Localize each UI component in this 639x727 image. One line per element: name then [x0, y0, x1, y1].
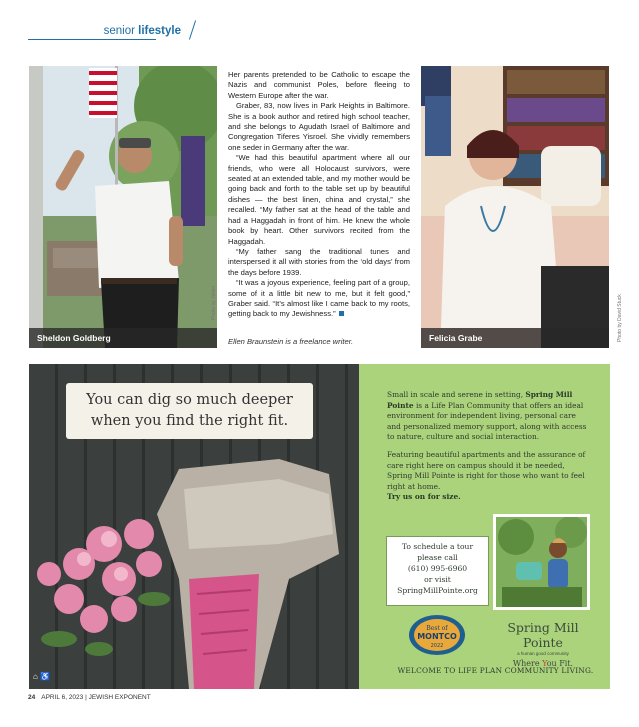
end-mark-icon: [339, 311, 344, 316]
slogan-y: Y: [542, 659, 547, 668]
section-header: [28, 20, 203, 42]
ad-body-2-cta: Try us on for size.: [387, 492, 461, 502]
ad-headline: [66, 383, 313, 439]
brand-tagline: a human good community: [517, 651, 569, 656]
brand-name: Spring Mill Pointe: [507, 620, 579, 650]
ad-body-paragraph-1: [387, 390, 592, 443]
publication-info: APRIL 6, 2023 | JEWISH EXPONENT: [41, 694, 151, 701]
schedule-tour-box: [386, 536, 489, 606]
article-paragraph: “We had this beautiful apartment where all our friends, who were all Holocaust survivors, were seated at an extended table, and my mother would be going back and forth to the table set up by beautiful dishes — the best linen, china and crystal,” she recalled. “My father sat at the head of the table and had a Haggadah in front of him. He knew the whole book by heart. Other survivors recited from the Haggadah.: [228, 153, 410, 246]
best-of-montco-badge-icon: [407, 614, 467, 656]
article-paragraph: “My father sang the traditional tunes and interspersed it all with stories from the ‘old days’ from the days before 1939.: [228, 246, 410, 277]
section-title-light: senior: [103, 25, 139, 37]
photo-left-caption: Sheldon Goldberg: [29, 328, 217, 348]
photo-right-illustration: [421, 66, 609, 348]
photo-felicia-grabe: [421, 66, 609, 348]
ad-bottom-line: WELCOME TO LIFE PLAN COMMUNITY LIVING.: [397, 666, 594, 675]
ad-body-1-pre: Small in scale and serene in setting,: [387, 390, 526, 399]
ad-body-1-post: is a Life Plan Community that offers an ideal environment for independent living, personal care and personalized memory support, along with access to nature, culture and social interaction.: [387, 400, 587, 442]
tour-line-2: please call: [417, 553, 458, 562]
section-title: [104, 25, 181, 37]
badge-year-text: 2022: [430, 643, 444, 649]
badge-top-text: Best of: [426, 625, 448, 632]
photo-left-illustration: [29, 66, 217, 348]
photo-left-credit: Photo by Jallen: [211, 285, 217, 320]
best-of-montco-badge: [407, 614, 467, 656]
ad-body-copy: [387, 390, 592, 510]
spring-mill-pointe-ad: [29, 364, 610, 689]
page-footer: [28, 694, 151, 701]
ad-headline-line-1: You can dig so much deeper: [86, 392, 293, 408]
tour-phone: (610) 995-6960: [407, 564, 468, 573]
article-paragraph-last: [228, 278, 410, 320]
article-paragraph: Her parents pretended to be Catholic to escape the Nazis and communist Poles, before fleeing to Western Europe after the war.: [228, 70, 410, 100]
photo-sheldon-goldberg: [29, 66, 217, 348]
badge-name-text: MONTCO: [417, 632, 457, 641]
ad-body-2-text: Featuring beautiful apartments and the assurance of care right here on campus should it be needed, Spring Mill Pointe is right for those who want to feel right at home.: [387, 449, 586, 491]
ad-watering-can-photo: [493, 514, 590, 610]
article-byline: Ellen Braunstein is a freelance writer.: [228, 337, 354, 346]
header-rule: [28, 39, 156, 40]
ad-watering-illustration: [496, 517, 587, 607]
section-title-bold: lifestyle: [138, 25, 181, 37]
header-slash: [189, 20, 196, 39]
ad-body-paragraph-2: [387, 450, 592, 503]
tour-website: SpringMillPointe.org: [397, 586, 478, 595]
photo-right-caption: Felicia Grabe: [421, 328, 609, 348]
ad-body-1-brand: Spring Mill Pointe: [387, 390, 573, 410]
slogan-post: ou Fit.: [546, 659, 574, 668]
article-paragraph-text: “It was a joyous experience, feeling part of a group, some of it a little bit new to me, but it felt good,” Graber said. “It’s almost like I came back to my roots, getting back to my Jewishness.”: [228, 278, 410, 319]
page-number: 24: [28, 694, 36, 701]
photo-right-credit: Photo by David Stuck: [617, 294, 623, 342]
article-column: [228, 70, 410, 320]
tour-line-1: To schedule a tour: [401, 542, 474, 551]
ad-headline-line-2: when you find the right fit.: [90, 413, 289, 429]
spring-mill-pointe-logo: [487, 620, 599, 668]
slogan-pre: Where: [512, 659, 543, 668]
equal-housing-accessibility-icons: ⌂ ♿: [33, 672, 51, 681]
tour-line-4: or visit: [424, 575, 451, 584]
article-paragraph: Graber, 83, now lives in Park Heights in Baltimore. She is a book author and retired high school teacher, and she belongs to Agudath Israel of Baltimore and Congregation Tiferes Yisroel. She vividly remembers one seder in Germany after the war.: [228, 101, 410, 152]
